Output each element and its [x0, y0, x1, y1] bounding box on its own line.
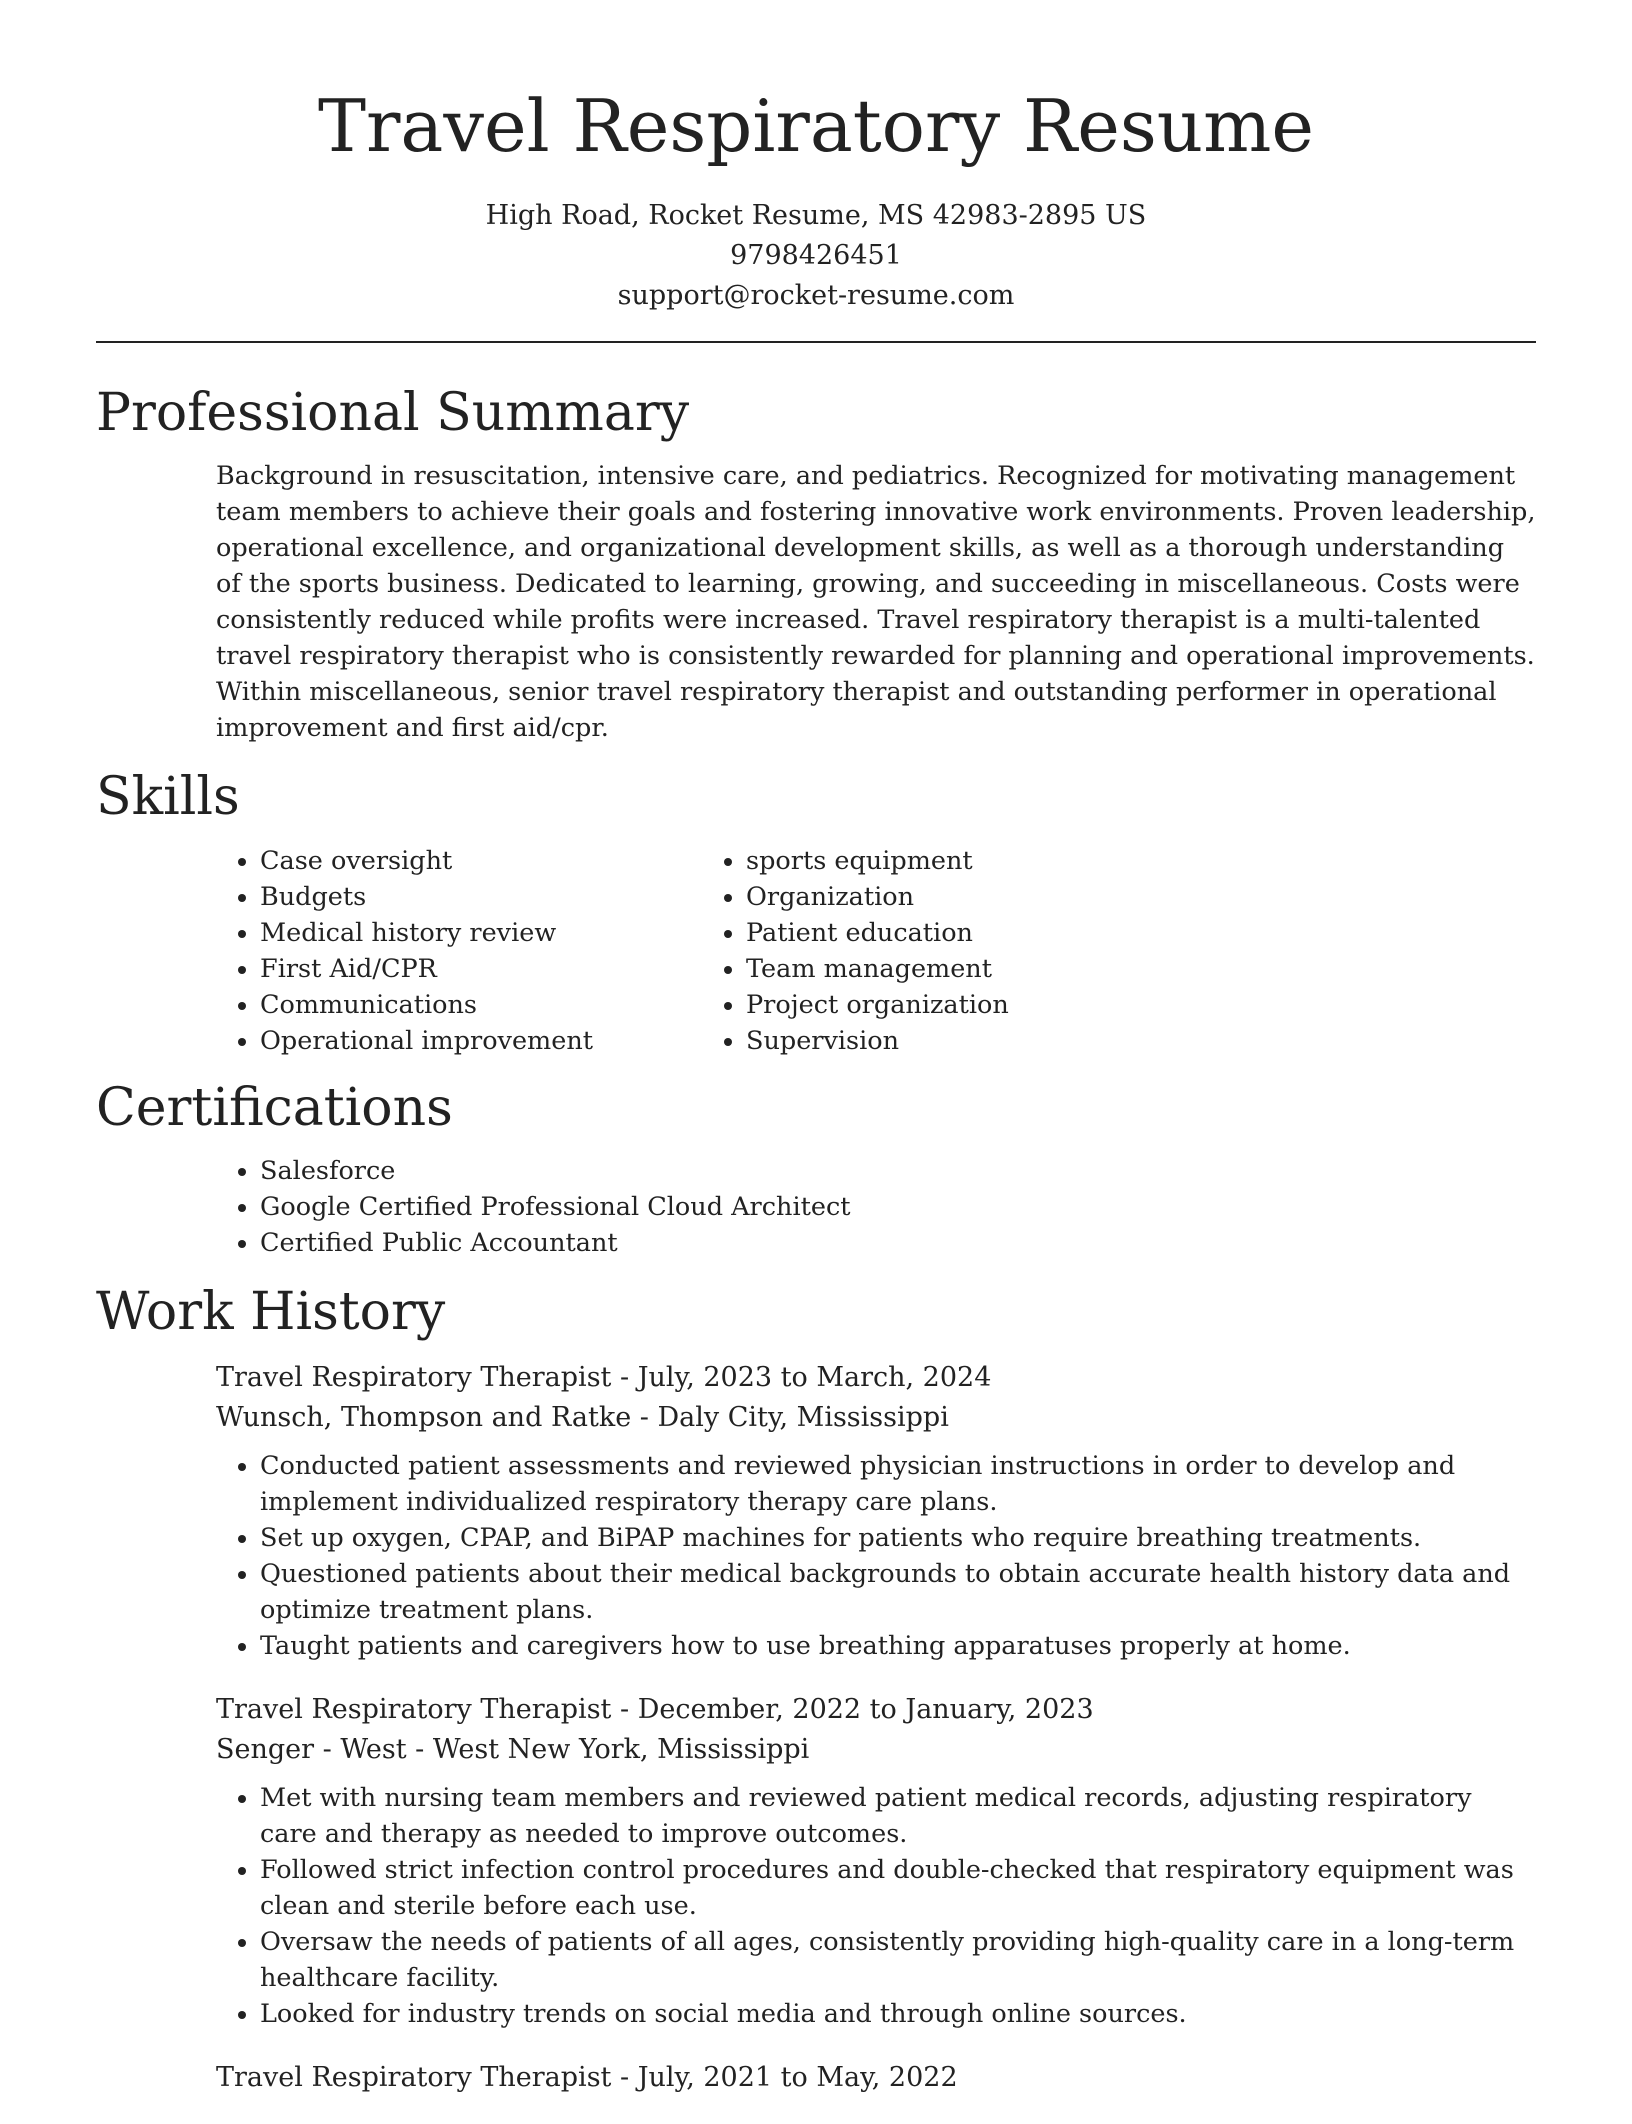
- skill-item: • Organization: [746, 879, 1232, 915]
- skill-item: • Supervision: [746, 1023, 1232, 1059]
- job-title: Travel Respiratory Therapist: [216, 2061, 612, 2093]
- job-entry: [216, 2058, 1536, 2098]
- skill-item: • Patient education: [746, 915, 1232, 951]
- job-entry: [216, 1358, 1536, 1664]
- certification-item: • Certified Public Accountant: [260, 1225, 1536, 1261]
- certifications-section: [96, 1077, 1536, 1261]
- certification-item: • Google Certified Professional Cloud Architect: [260, 1189, 1536, 1225]
- job-location: - West New York, Mississippi: [406, 1733, 810, 1765]
- skill-item: • Case oversight: [260, 843, 746, 879]
- contact-email: support@rocket-resume.com: [617, 280, 1015, 311]
- job-bullet: • Looked for industry trends on social media and through online sources.: [260, 1996, 1536, 2032]
- job-title-line: [216, 1358, 1536, 1398]
- job-title: Travel Respiratory Therapist: [216, 1693, 612, 1725]
- job-bullet: • Set up oxygen, CPAP, and BiPAP machines for patients who require breathing treatments.: [260, 1520, 1536, 1556]
- skills-heading: Skills: [96, 767, 240, 828]
- job-location: - Daly City, Mississippi: [631, 1401, 949, 1433]
- job-entry: [216, 1690, 1536, 2032]
- job-title-line: [216, 1690, 1536, 1730]
- skills-list-right: [582, 843, 1232, 1059]
- skill-item: • Team management: [746, 951, 1232, 987]
- resume-body: [96, 372, 1536, 2124]
- header-divider: [96, 341, 1536, 343]
- skill-item: • First Aid/CPR: [260, 951, 746, 987]
- job-bullet: • Conducted patient assessments and reviewed physician instructions in order to develop and implement individualized respiratory therapy care plans.: [260, 1448, 1536, 1520]
- job-bullets: [216, 1780, 1536, 2032]
- certifications-heading: Certifications: [96, 1077, 453, 1138]
- job-title: Travel Respiratory Therapist: [216, 1361, 612, 1393]
- resume-header: [0, 78, 1632, 316]
- resume-name: Travel Respiratory Resume: [317, 84, 1315, 168]
- job-dates: - July, 2023 to March, 2024: [611, 1361, 992, 1393]
- contact-address: High Road, Rocket Resume, MS 42983-2895 US: [485, 200, 1147, 231]
- job-bullet: • Taught patients and caregivers how to use breathing apparatuses properly at home.: [260, 1628, 1536, 1664]
- job-bullet: • Oversaw the needs of patients of all ages, consistently providing high-quality care in a long-term healthcare facility.: [260, 1924, 1536, 1996]
- skill-item: • sports equipment: [746, 843, 1232, 879]
- skill-item: • Project organization: [746, 987, 1232, 1023]
- job-company-line: [216, 1398, 1536, 1438]
- job-dates: - December, 2022 to January, 2023: [611, 1693, 1094, 1725]
- job-dates: - July, 2021 to May, 2022: [611, 2061, 958, 2093]
- job-bullets: [216, 1448, 1536, 1664]
- contact-phone: 9798426451: [730, 240, 902, 271]
- work-history-heading: Work History: [96, 1282, 446, 1343]
- certifications-list: [96, 1153, 1536, 1261]
- certification-item: • Salesforce: [260, 1153, 1536, 1189]
- skill-item: • Communications: [260, 987, 746, 1023]
- skill-item: • Operational improvement: [260, 1023, 746, 1059]
- job-bullet: • Questioned patients about their medical backgrounds to obtain accurate health history data and optimize treatment plans.: [260, 1556, 1536, 1628]
- job-company-line: [216, 1730, 1536, 1770]
- summary-section: [96, 382, 1536, 746]
- summary-text: Background in resuscitation, intensive care, and pediatrics. Recognized for motivating management team members to achieve their goals and fostering innovative work environments. Proven leadership, operational excellence, and organizational development skills, as well as a thorough understanding of the sports business. Dedicated to learning, growing, and succeeding in miscellaneous. Costs were consistently reduced while profits were increased. Travel respiratory therapist is a multi-talented travel respiratory therapist who is consistently rewarded for planning and operational improvements. Within miscellaneous, senior travel respiratory therapist and outstanding performer in operational improvement and first aid/cpr.: [216, 461, 1536, 744]
- skills-columns: [96, 843, 1536, 1059]
- job-title-line: [216, 2058, 1536, 2098]
- skill-item: • Medical history review: [260, 915, 746, 951]
- skill-item: • Budgets: [260, 879, 746, 915]
- job-company: Senger - West: [216, 1733, 407, 1765]
- skills-section: [96, 766, 1536, 1058]
- job-bullet: • Followed strict infection control procedures and double-checked that respiratory equipment was clean and sterile before each use.: [260, 1852, 1536, 1924]
- work-history-section: [96, 1281, 1536, 2097]
- job-company: Wunsch, Thompson and Ratke: [216, 1401, 632, 1433]
- summary-heading: Professional Summary: [96, 383, 690, 443]
- job-bullet: • Met with nursing team members and reviewed patient medical records, adjusting respiratory care and therapy as needed to improve outcomes.: [260, 1780, 1536, 1852]
